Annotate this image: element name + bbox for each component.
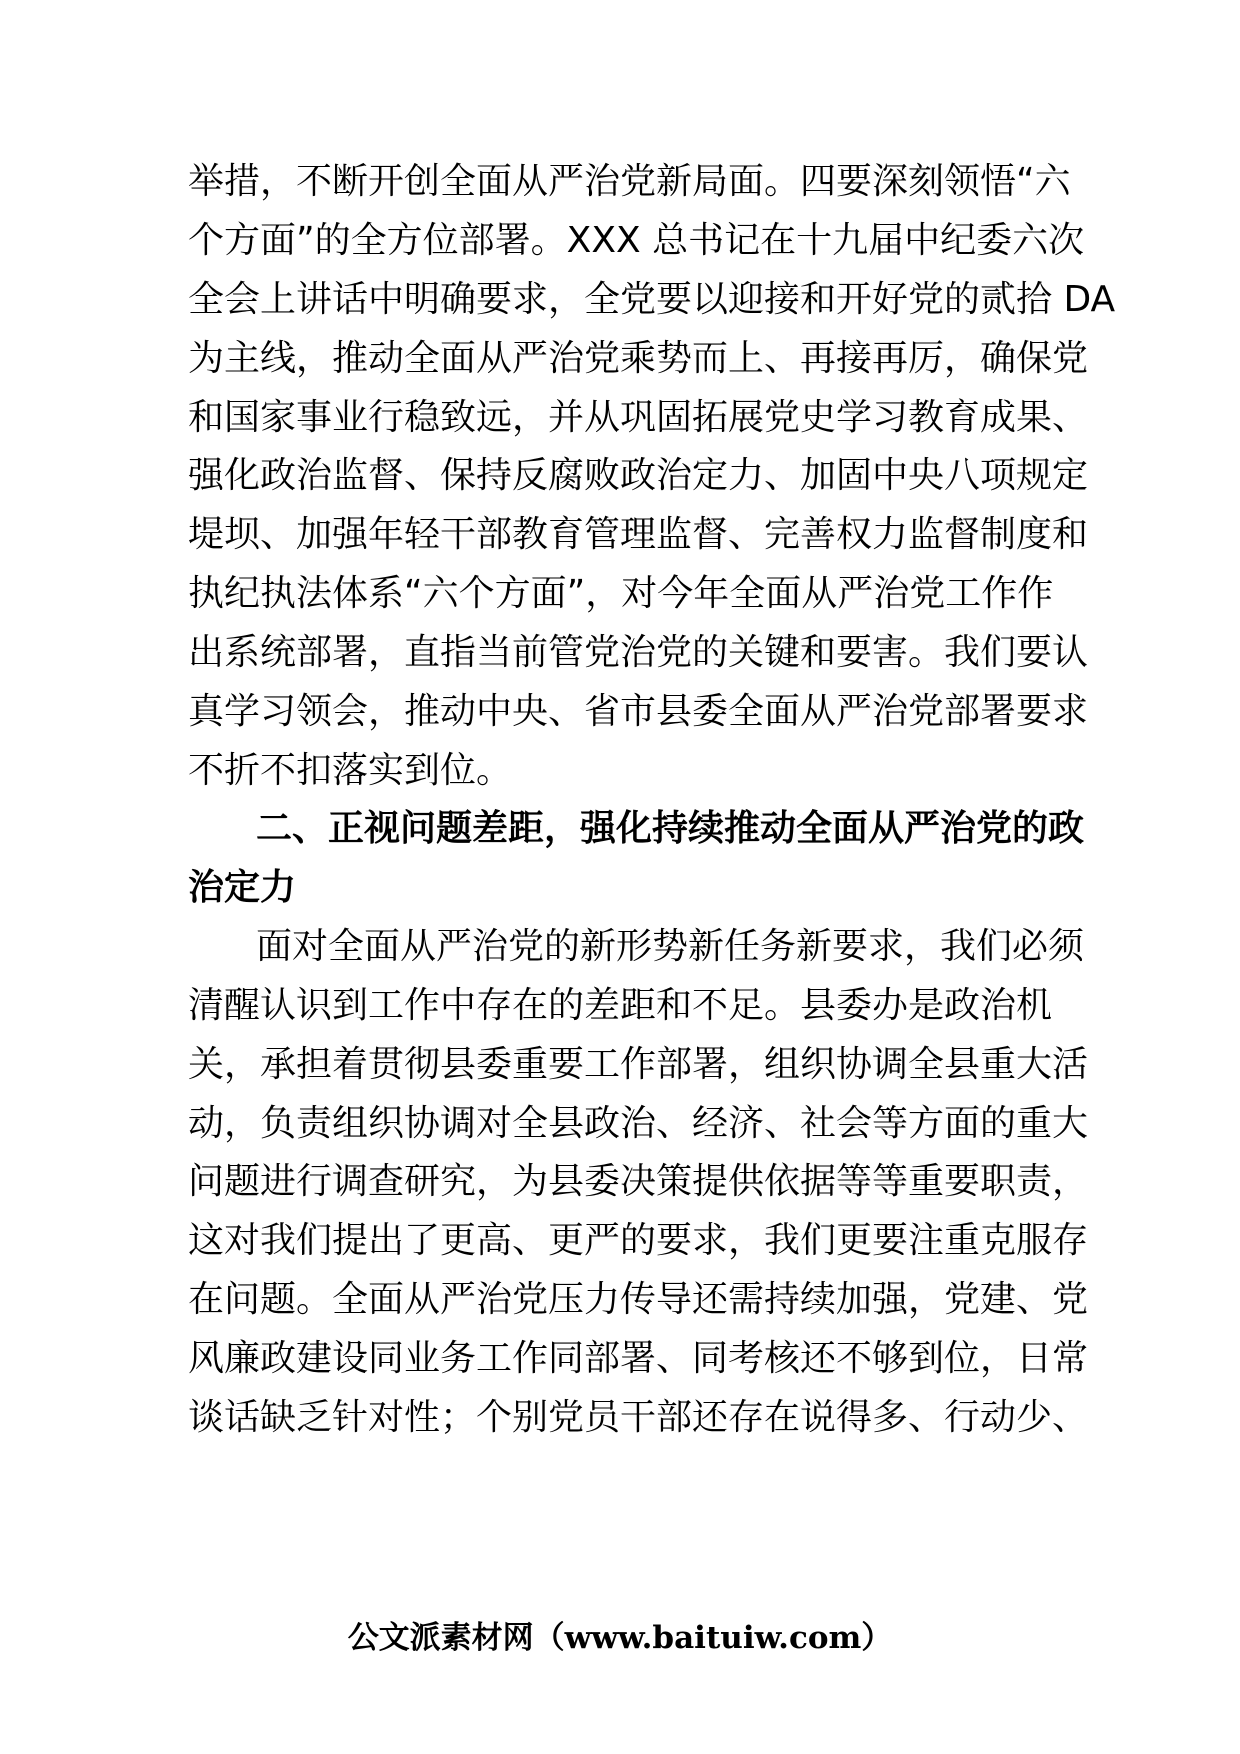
paragraph-line: 谈话缺乏针对性；个别党员干部还存在说得多、行动少、 [188, 1397, 1089, 1438]
section-heading: 二、正视问题差距，强化持续推动全面从严治党的政 [256, 808, 1085, 849]
paragraph-line: 强化政治监督、保持反腐败政治定力、加固中央八项规定 [188, 455, 1089, 496]
paragraph-line: 为主线，推动全面从严治党乘势而上、再接再厉，确保党 [188, 338, 1089, 379]
paragraph-line: 真学习领会，推动中央、省市县委全面从严治党部署要求 [188, 691, 1089, 732]
paragraph-line: 清醒认识到工作中存在的差距和不足。县委办是政治机 [188, 985, 1053, 1026]
paragraph-line: 在问题。全面从严治党压力传导还需持续加强，党建、党 [188, 1279, 1089, 1320]
paragraph-line: 执纪执法体系“六个方面”，对今年全面从严治党工作作 [188, 573, 1054, 614]
paragraph-line: 不折不扣落实到位。 [188, 750, 513, 791]
paragraph-line: 关，承担着贯彻县委重要工作部署，组织协调全县重大活 [188, 1044, 1089, 1085]
paragraph-line: 动，负责组织协调对全县政治、经济、社会等方面的重大 [188, 1103, 1089, 1144]
paragraph-line: 全会上讲话中明确要求，全党要以迎接和开好党的贰拾 DA [188, 279, 1116, 320]
paragraph-line: 举措，不断开创全面从严治党新局面。四要深刻领悟“六 [188, 161, 1071, 202]
paragraph-line: 堤坝、加强年轻干部教育管理监督、完善权力监督制度和 [188, 514, 1089, 555]
paragraph-line: 出系统部署，直指当前管党治党的关键和要害。我们要认 [188, 632, 1089, 673]
footer-watermark-text: 公文派素材网（www.baituiw.com） [347, 1620, 893, 1656]
paragraph-line: 面对全面从严治党的新形势新任务新要求，我们必须 [256, 926, 1085, 967]
paragraph-line: 这对我们提出了更高、更严的要求，我们更要注重克服存 [188, 1220, 1089, 1261]
paragraph-line: 个方面”的全方位部署。XXX 总书记在十九届中纪委六次 [188, 220, 1085, 261]
paragraph-line: 和国家事业行稳致远，并从巩固拓展党史学习教育成果、 [188, 397, 1089, 438]
paragraph-line: 风廉政建设同业务工作同部署、同考核还不够到位，日常 [188, 1338, 1089, 1379]
section-heading-continued: 治定力 [188, 867, 297, 908]
paragraph-line: 问题进行调查研究，为县委决策提供依据等等重要职责， [188, 1161, 1089, 1202]
